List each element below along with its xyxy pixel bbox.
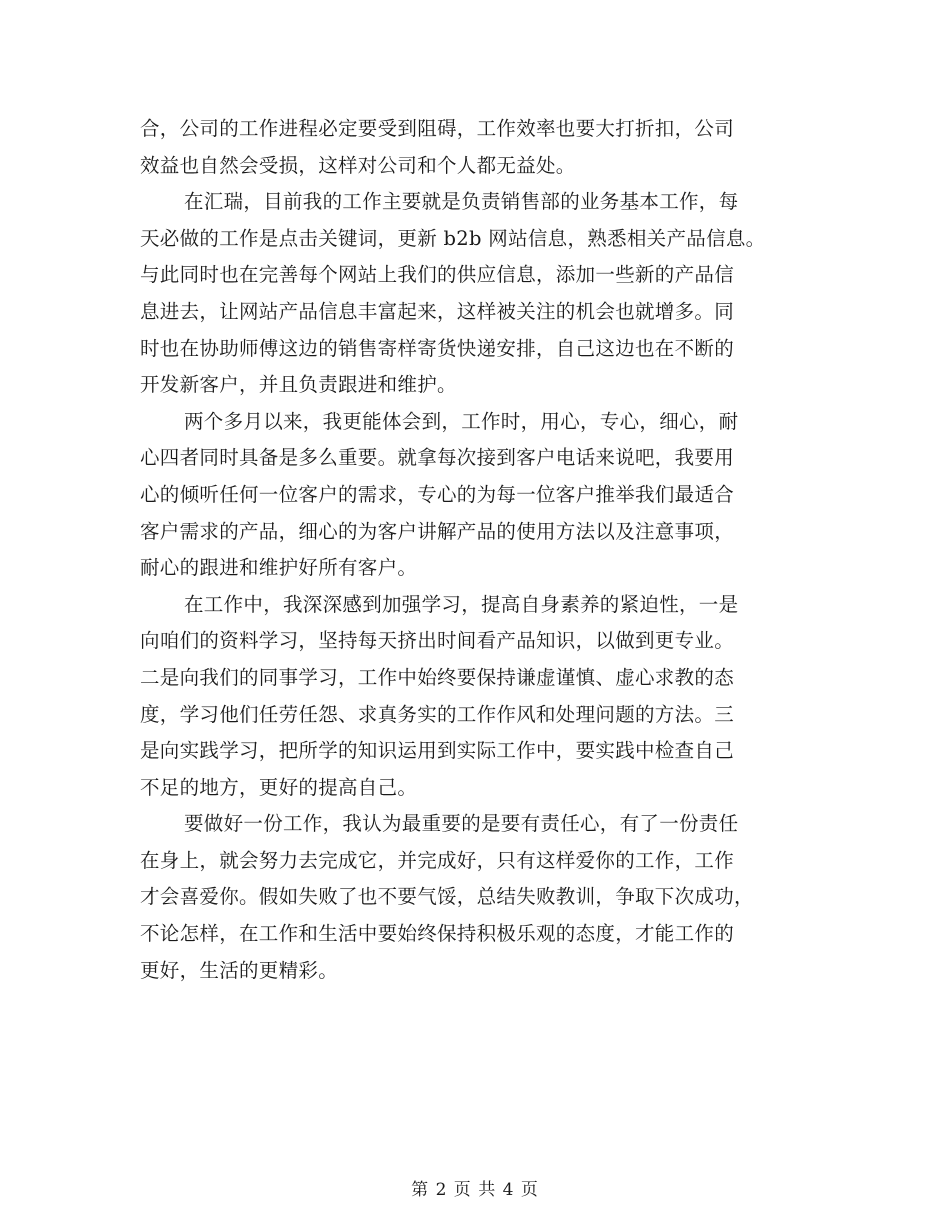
text-line: 才会喜爱你。假如失败了也不要气馁，总结失败教训，争取下次成功， [140, 885, 754, 909]
footer-page-label: 页 [453, 1180, 472, 1200]
paragraph-first-line: 要做好一份工作，我认为最重要的是要有责任心，有了一份责任 [184, 812, 739, 836]
text-line: 时也在协助师傅这边的销售寄样寄货快递安排，自己这边也在不断的 [140, 336, 735, 360]
footer-total-label: 共 [478, 1180, 497, 1200]
footer-total-pages: 4 [502, 1180, 515, 1200]
paragraph-first-line: 在工作中，我深深感到加强学习，提高自身素养的紧迫性，一是 [184, 592, 739, 616]
footer-current-page: 2 [435, 1180, 448, 1200]
text-line: 客户需求的产品，细心的为客户讲解产品的使用方法以及注意事项， [140, 519, 735, 543]
page-footer [0, 1178, 950, 1202]
text-line: 息进去，让网站产品信息丰富起来，这样被关注的机会也就增多。同 [140, 299, 735, 323]
paragraph-first-line: 两个多月以来，我更能体会到，工作时，用心，专心，细心，耐 [184, 409, 739, 433]
text-line: 心的倾听任何一位客户的需求，专心的为每一位客户推举我们最适合 [140, 482, 735, 506]
text-line: 效益也自然会受损，这样对公司和个人都无益处。 [140, 153, 576, 177]
text-line: 向咱们的资料学习，坚持每天挤出时间看产品知识，以做到更专业。 [140, 629, 735, 653]
text-line: 心四者同时具备是多么重要。就拿每次接到客户电话来说吧，我要用 [140, 446, 735, 470]
paragraph-first-line: 在汇瑞，目前我的工作主要就是负责销售部的业务基本工作，每 [184, 190, 739, 214]
text-line: 天必做的工作是点击关键词，更新 b2b 网站信息，熟悉相关产品信息。 [140, 226, 766, 250]
text-line: 合，公司的工作进程必定要受到阻碍，工作效率也要大打折扣，公司 [140, 117, 735, 140]
footer-prefix: 第 [411, 1180, 430, 1200]
text-line: 是向实践学习，把所学的知识运用到实际工作中，要实践中检查自己 [140, 739, 735, 763]
text-line: 更好，生活的更精彩。 [140, 958, 339, 982]
text-line: 耐心的跟进和维护好所有客户。 [140, 556, 418, 580]
text-line: 与此同时也在完善每个网站上我们的供应信息，添加一些新的产品信 [140, 263, 735, 287]
text-line: 度，学习他们任劳任怨、求真务实的工作作风和处理问题的方法。三 [140, 702, 735, 726]
text-line: 不足的地方，更好的提高自己。 [140, 775, 418, 799]
document-body [140, 111, 800, 989]
text-line: 不论怎样，在工作和生活中要始终保持积极乐观的态度，才能工作的 [140, 922, 735, 946]
footer-suffix: 页 [520, 1180, 539, 1200]
text-line: 二是向我们的同事学习，工作中始终要保持谦虚谨慎、虚心求教的态 [140, 665, 735, 689]
text-line: 开发新客户，并且负责跟进和维护。 [140, 373, 457, 397]
text-line: 在身上，就会努力去完成它，并完成好，只有这样爱你的工作，工作 [140, 848, 735, 872]
